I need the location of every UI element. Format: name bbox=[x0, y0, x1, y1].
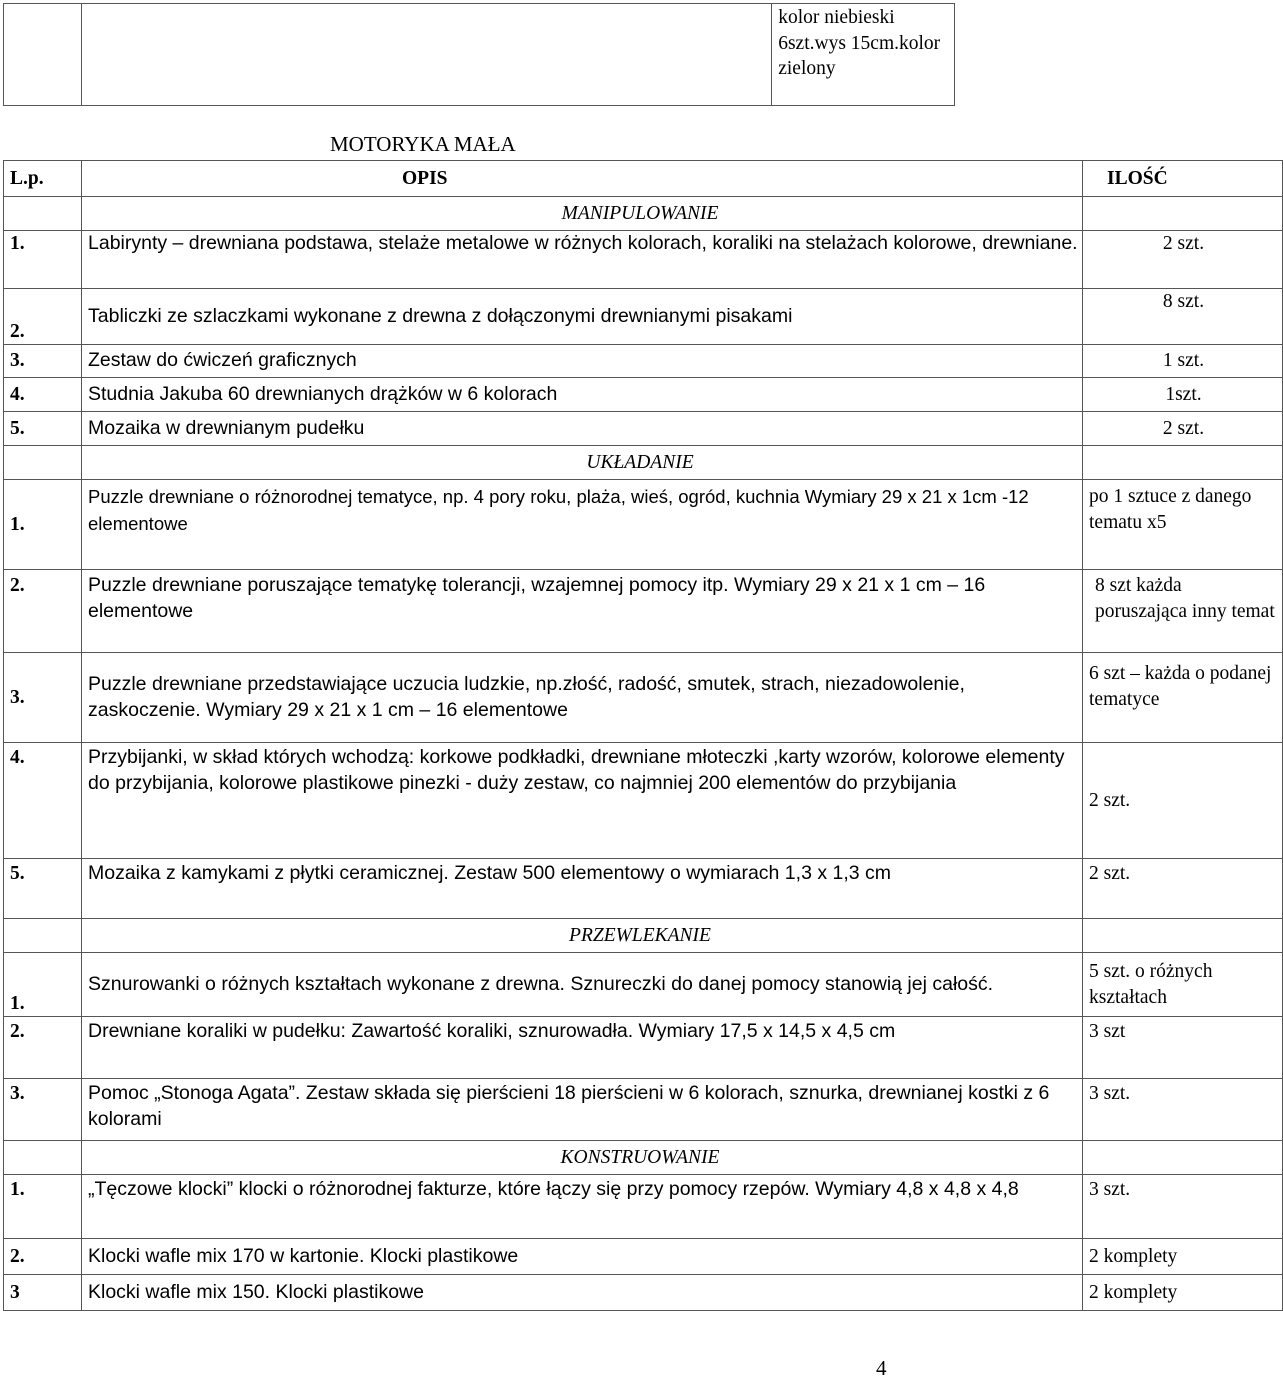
row-number: 2. bbox=[4, 1017, 82, 1079]
section-heading: KONSTRUOWANIE bbox=[82, 1141, 1083, 1175]
table-row bbox=[4, 480, 1283, 570]
row-description: Mozaika z kamykami z płytki ceramicznej. Zestaw 500 elementowy o wymiarach 1,3 x 1,3 cm bbox=[82, 859, 1083, 919]
row-number: 2. bbox=[4, 289, 82, 345]
qty-cell: kolor niebieski 6szt.wys 15cm.kolor zielony bbox=[772, 4, 955, 106]
row-quantity: po 1 sztuce z danego tematu x5 bbox=[1083, 480, 1283, 570]
header-opis: OPIS bbox=[82, 161, 1083, 197]
table-row bbox=[4, 378, 1283, 412]
row-quantity: 8 szt każda poruszająca inny temat bbox=[1083, 570, 1283, 653]
row-description: Sznurowanki o różnych kształtach wykonane z drewna. Sznureczki do danej pomocy stanowią jej całość. bbox=[82, 953, 1083, 1017]
table-row bbox=[4, 953, 1283, 1017]
table-row bbox=[4, 570, 1283, 653]
table-row bbox=[4, 743, 1283, 859]
row-description: Puzzle drewniane poruszające tematykę tolerancji, wzajemnej pomocy itp. Wymiary 29 x 21 x 1 cm – 16 elementowe bbox=[82, 570, 1083, 653]
row-number: 1. bbox=[4, 1175, 82, 1239]
row-quantity: 2 szt. bbox=[1083, 412, 1283, 446]
row-number: 3. bbox=[4, 345, 82, 378]
header-row bbox=[4, 161, 1283, 197]
row-number: 3. bbox=[4, 653, 82, 743]
row-description: Przybijanki, w skład których wchodzą: korkowe podkładki, drewniane młoteczki ,karty wzorów, kolorowe elementy do przybijania, kolorowe plastikowe pinezki - duży zestaw, co najmniej 200 elementów do przybijania bbox=[82, 743, 1083, 859]
row-quantity: 2 komplety bbox=[1083, 1239, 1283, 1275]
row-number: 3. bbox=[4, 1079, 82, 1141]
row-number: 3 bbox=[4, 1275, 82, 1311]
table-row bbox=[4, 345, 1283, 378]
table-row bbox=[4, 1175, 1283, 1239]
row-description: Tabliczki ze szlaczkami wykonane z drewna z dołączonymi drewnianymi pisakami bbox=[82, 289, 1083, 345]
table-row bbox=[4, 412, 1283, 446]
header-lp: L.p. bbox=[4, 161, 82, 197]
row-quantity: 6 szt – każda o podanej tematyce bbox=[1083, 653, 1283, 743]
table-row bbox=[4, 859, 1283, 919]
row-description: Pomoc „Stonoga Agata”. Zestaw składa się pierścieni 18 pierścieni w 6 kolorach, sznurka, drewnianej kostki z 6 kolorami bbox=[82, 1079, 1083, 1141]
table-row bbox=[4, 653, 1283, 743]
table-row bbox=[4, 1017, 1283, 1079]
row-quantity: 5 szt. o różnych kształtach bbox=[1083, 953, 1283, 1017]
row-description: Drewniane koraliki w pudełku: Zawartość koraliki, sznurowadła. Wymiary 17,5 x 14,5 x 4,5 cm bbox=[82, 1017, 1083, 1079]
row-quantity: 3 szt. bbox=[1083, 1079, 1283, 1141]
row-number: 5. bbox=[4, 412, 82, 446]
row-quantity: 1szt. bbox=[1083, 378, 1283, 412]
row-number: 1. bbox=[4, 480, 82, 570]
row-description: „Tęczowe klocki” klocki o różnorodnej fakturze, które łączy się przy pomocy rzepów. Wymiary 4,8 x 4,8 x 4,8 bbox=[82, 1175, 1083, 1239]
row-description: Klocki wafle mix 170 w kartonie. Klocki plastikowe bbox=[82, 1239, 1083, 1275]
table-row bbox=[4, 1275, 1283, 1311]
section-title: MOTORYKA MAŁA bbox=[330, 132, 516, 156]
row-number: 5. bbox=[4, 859, 82, 919]
items-table bbox=[3, 160, 1283, 1311]
row-number: 2. bbox=[4, 1239, 82, 1275]
table-row bbox=[4, 289, 1283, 345]
row-quantity: 2 szt. bbox=[1083, 743, 1283, 859]
page-number: 4 bbox=[876, 1356, 887, 1380]
row-quantity: 1 szt. bbox=[1083, 345, 1283, 378]
row-quantity: 2 szt. bbox=[1083, 859, 1283, 919]
table-row bbox=[4, 1239, 1283, 1275]
section-heading: MANIPULOWANIE bbox=[82, 197, 1083, 231]
empty-cell bbox=[4, 4, 82, 106]
empty-cell bbox=[82, 4, 772, 106]
row-quantity: 2 szt. bbox=[1083, 231, 1283, 289]
row-number: 4. bbox=[4, 743, 82, 859]
row-number: 1. bbox=[4, 231, 82, 289]
row-description: Mozaika w drewnianym pudełku bbox=[82, 412, 1083, 446]
row-description: Puzzle drewniane o różnorodnej tematyce, np. 4 pory roku, plaża, wieś, ogród, kuchnia Wymiary 29 x 21 x 1cm -12 elementowe bbox=[82, 480, 1083, 570]
row-number: 2. bbox=[4, 570, 82, 653]
table-row bbox=[4, 1079, 1283, 1141]
row-quantity: 8 szt. bbox=[1083, 289, 1283, 345]
section-heading: PRZEWLEKANIE bbox=[82, 919, 1083, 953]
row-description: Puzzle drewniane przedstawiające uczucia ludzkie, np.złość, radość, smutek, strach, niezadowolenie, zaskoczenie. Wymiary 29 x 21 x 1 cm – 16 elementowe bbox=[82, 653, 1083, 743]
row-description: Klocki wafle mix 150. Klocki plastikowe bbox=[82, 1275, 1083, 1311]
row-quantity: 2 komplety bbox=[1083, 1275, 1283, 1311]
header-ilosc: ILOŚĆ bbox=[1083, 161, 1283, 197]
row-quantity: 3 szt bbox=[1083, 1017, 1283, 1079]
row-description: Studnia Jakuba 60 drewnianych drążków w 6 kolorach bbox=[82, 378, 1083, 412]
row-description: Zestaw do ćwiczeń graficznych bbox=[82, 345, 1083, 378]
continuation-table bbox=[3, 3, 955, 106]
section-heading: UKŁADANIE bbox=[82, 446, 1083, 480]
table-row bbox=[4, 231, 1283, 289]
row-quantity: 3 szt. bbox=[1083, 1175, 1283, 1239]
row-number: 4. bbox=[4, 378, 82, 412]
row-number: 1. bbox=[4, 953, 82, 1017]
row-description: Labirynty – drewniana podstawa, stelaże metalowe w różnych kolorach, koraliki na stelażach kolorowe, drewniane. bbox=[82, 231, 1083, 289]
